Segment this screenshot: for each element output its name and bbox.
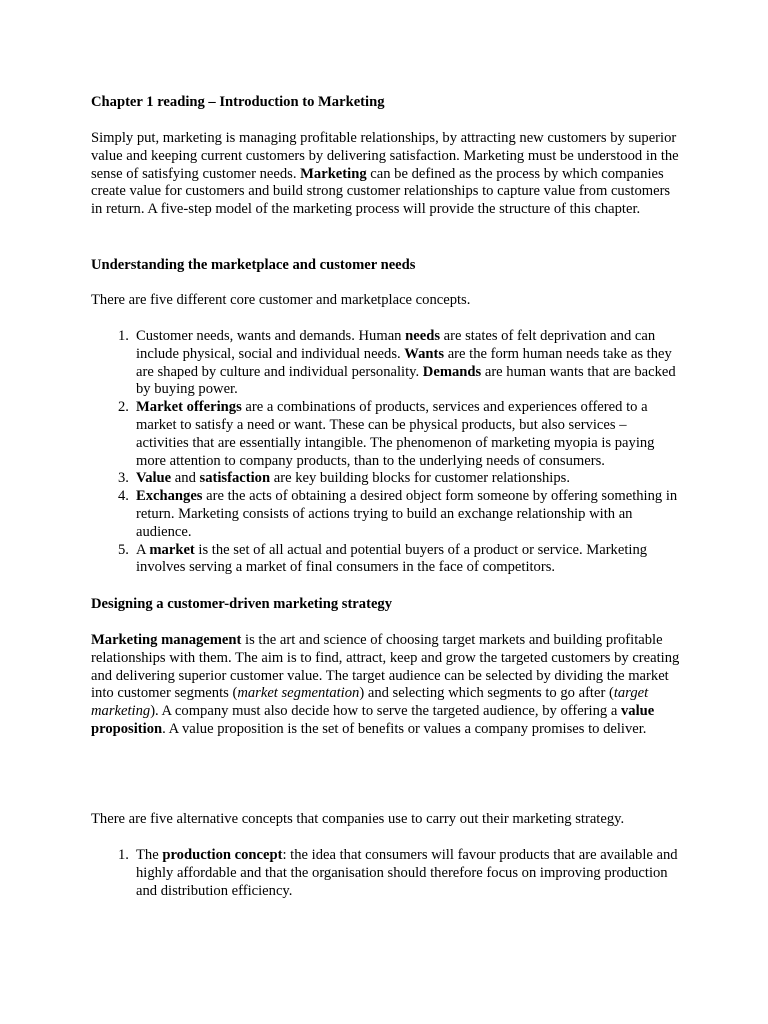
list-number: 5. [118, 541, 129, 558]
item-text: are a combinations of products, services and experiences offered to a market to satisfy a need or want. These can be physical products, but also services – activities that are essentially intangible. The phenomenon of marketing myopia is paying more attention to company products, than to the underlying needs of consumers. [136, 399, 655, 469]
item-text: are key building blocks for customer relationships. [270, 470, 570, 487]
intro-text: can be defined as the process by which companies create value for customers and build strong customer relationships to capture value from customers in return. A five-step model of the marketing process will provide the structure of this chapter. [91, 165, 671, 218]
list-item [91, 847, 681, 900]
term-target-marketing: target marketing [91, 685, 649, 720]
intro-paragraph [91, 130, 681, 219]
item-text: are human wants that are backed by buying power. [136, 363, 676, 398]
item-term: Wants [404, 345, 445, 362]
item-term: Market offerings [136, 399, 242, 416]
term-market-segmentation: market segmentation [237, 685, 360, 702]
item-text: are states of felt deprivation and can include physical, social and individual needs. [136, 328, 656, 362]
core-concepts-list [91, 328, 681, 577]
list-number: 3. [118, 470, 129, 487]
item-text: Customer needs, wants and demands. Human [136, 328, 406, 344]
list-number: 1. [118, 847, 129, 863]
intro-text: Simply put, marketing is managing profitable relationships, by attracting new customers by superior value and keeping current customers by delivering satisfaction. Marketing must be understood in the sense of satisfying customer needs. [91, 130, 679, 182]
item-term: Demands [422, 363, 482, 380]
paragraph-text: ) and selecting which segments to go after ( [359, 685, 614, 702]
item-text: is the set of all actual and potential buyers of a product or service. Marketing involves serving a market of final consumers in the face of competitors. [136, 541, 648, 576]
item-term: Exchanges [136, 488, 203, 505]
list-item [91, 328, 681, 399]
list-number: 2. [118, 399, 129, 416]
item-text: are the acts of obtaining a desired object form someone by offering something in return. Marketing consists of actions trying to build an exchange relationship with an audience. [136, 488, 678, 540]
item-text: are the form human needs take as they are shaped by culture and individual personality. [136, 345, 672, 380]
section-heading-marketplace: Understanding the marketplace and customer needs [91, 257, 416, 273]
item-term: production concept [162, 847, 283, 863]
list-item [91, 399, 681, 470]
item-term: Value [136, 470, 172, 487]
term-value-proposition: value proposition [91, 703, 655, 737]
item-text: and [171, 470, 200, 487]
term-marketing-management: Marketing management [91, 632, 242, 648]
item-text: : the idea that consumers will favour products that are available and highly affordable and that the organisation should therefore focus on improving production and distribution efficiency. [136, 847, 678, 899]
marketing-concepts-list [91, 847, 681, 900]
item-text: A [136, 541, 150, 558]
section-heading-strategy: Designing a customer-driven marketing strategy [91, 596, 393, 612]
item-term: satisfaction [199, 470, 271, 487]
list-item [91, 470, 681, 488]
page-title: Chapter 1 reading – Introduction to Marketing [91, 94, 385, 110]
list-item [91, 542, 681, 578]
paragraph-text: . A value proposition is the set of benefits or values a company promises to deliver. [162, 720, 647, 737]
paragraph-text: ). A company must also decide how to serve the targeted audience, by offering a [150, 703, 621, 720]
intro-term-marketing: Marketing [300, 165, 367, 182]
list-number: 4. [118, 488, 129, 505]
marketing-management-paragraph [91, 632, 681, 739]
section1-lead: There are five different core customer and marketplace concepts. [91, 292, 471, 308]
paragraph-text: is the art and science of choosing target markets and building profitable relationships with them. The aim is to find, attract, keep and grow the targeted customers by creating and delivering superior customer value. The target audience can be selected by dividing the market into customer segments ( [91, 632, 680, 702]
list-item [91, 488, 681, 541]
item-term: needs [405, 328, 440, 344]
section2-lead: There are five alternative concepts that companies use to carry out their marketing strategy. [91, 811, 625, 827]
item-text: The [136, 847, 163, 863]
list-number: 1. [118, 328, 129, 344]
item-term: market [149, 541, 195, 558]
